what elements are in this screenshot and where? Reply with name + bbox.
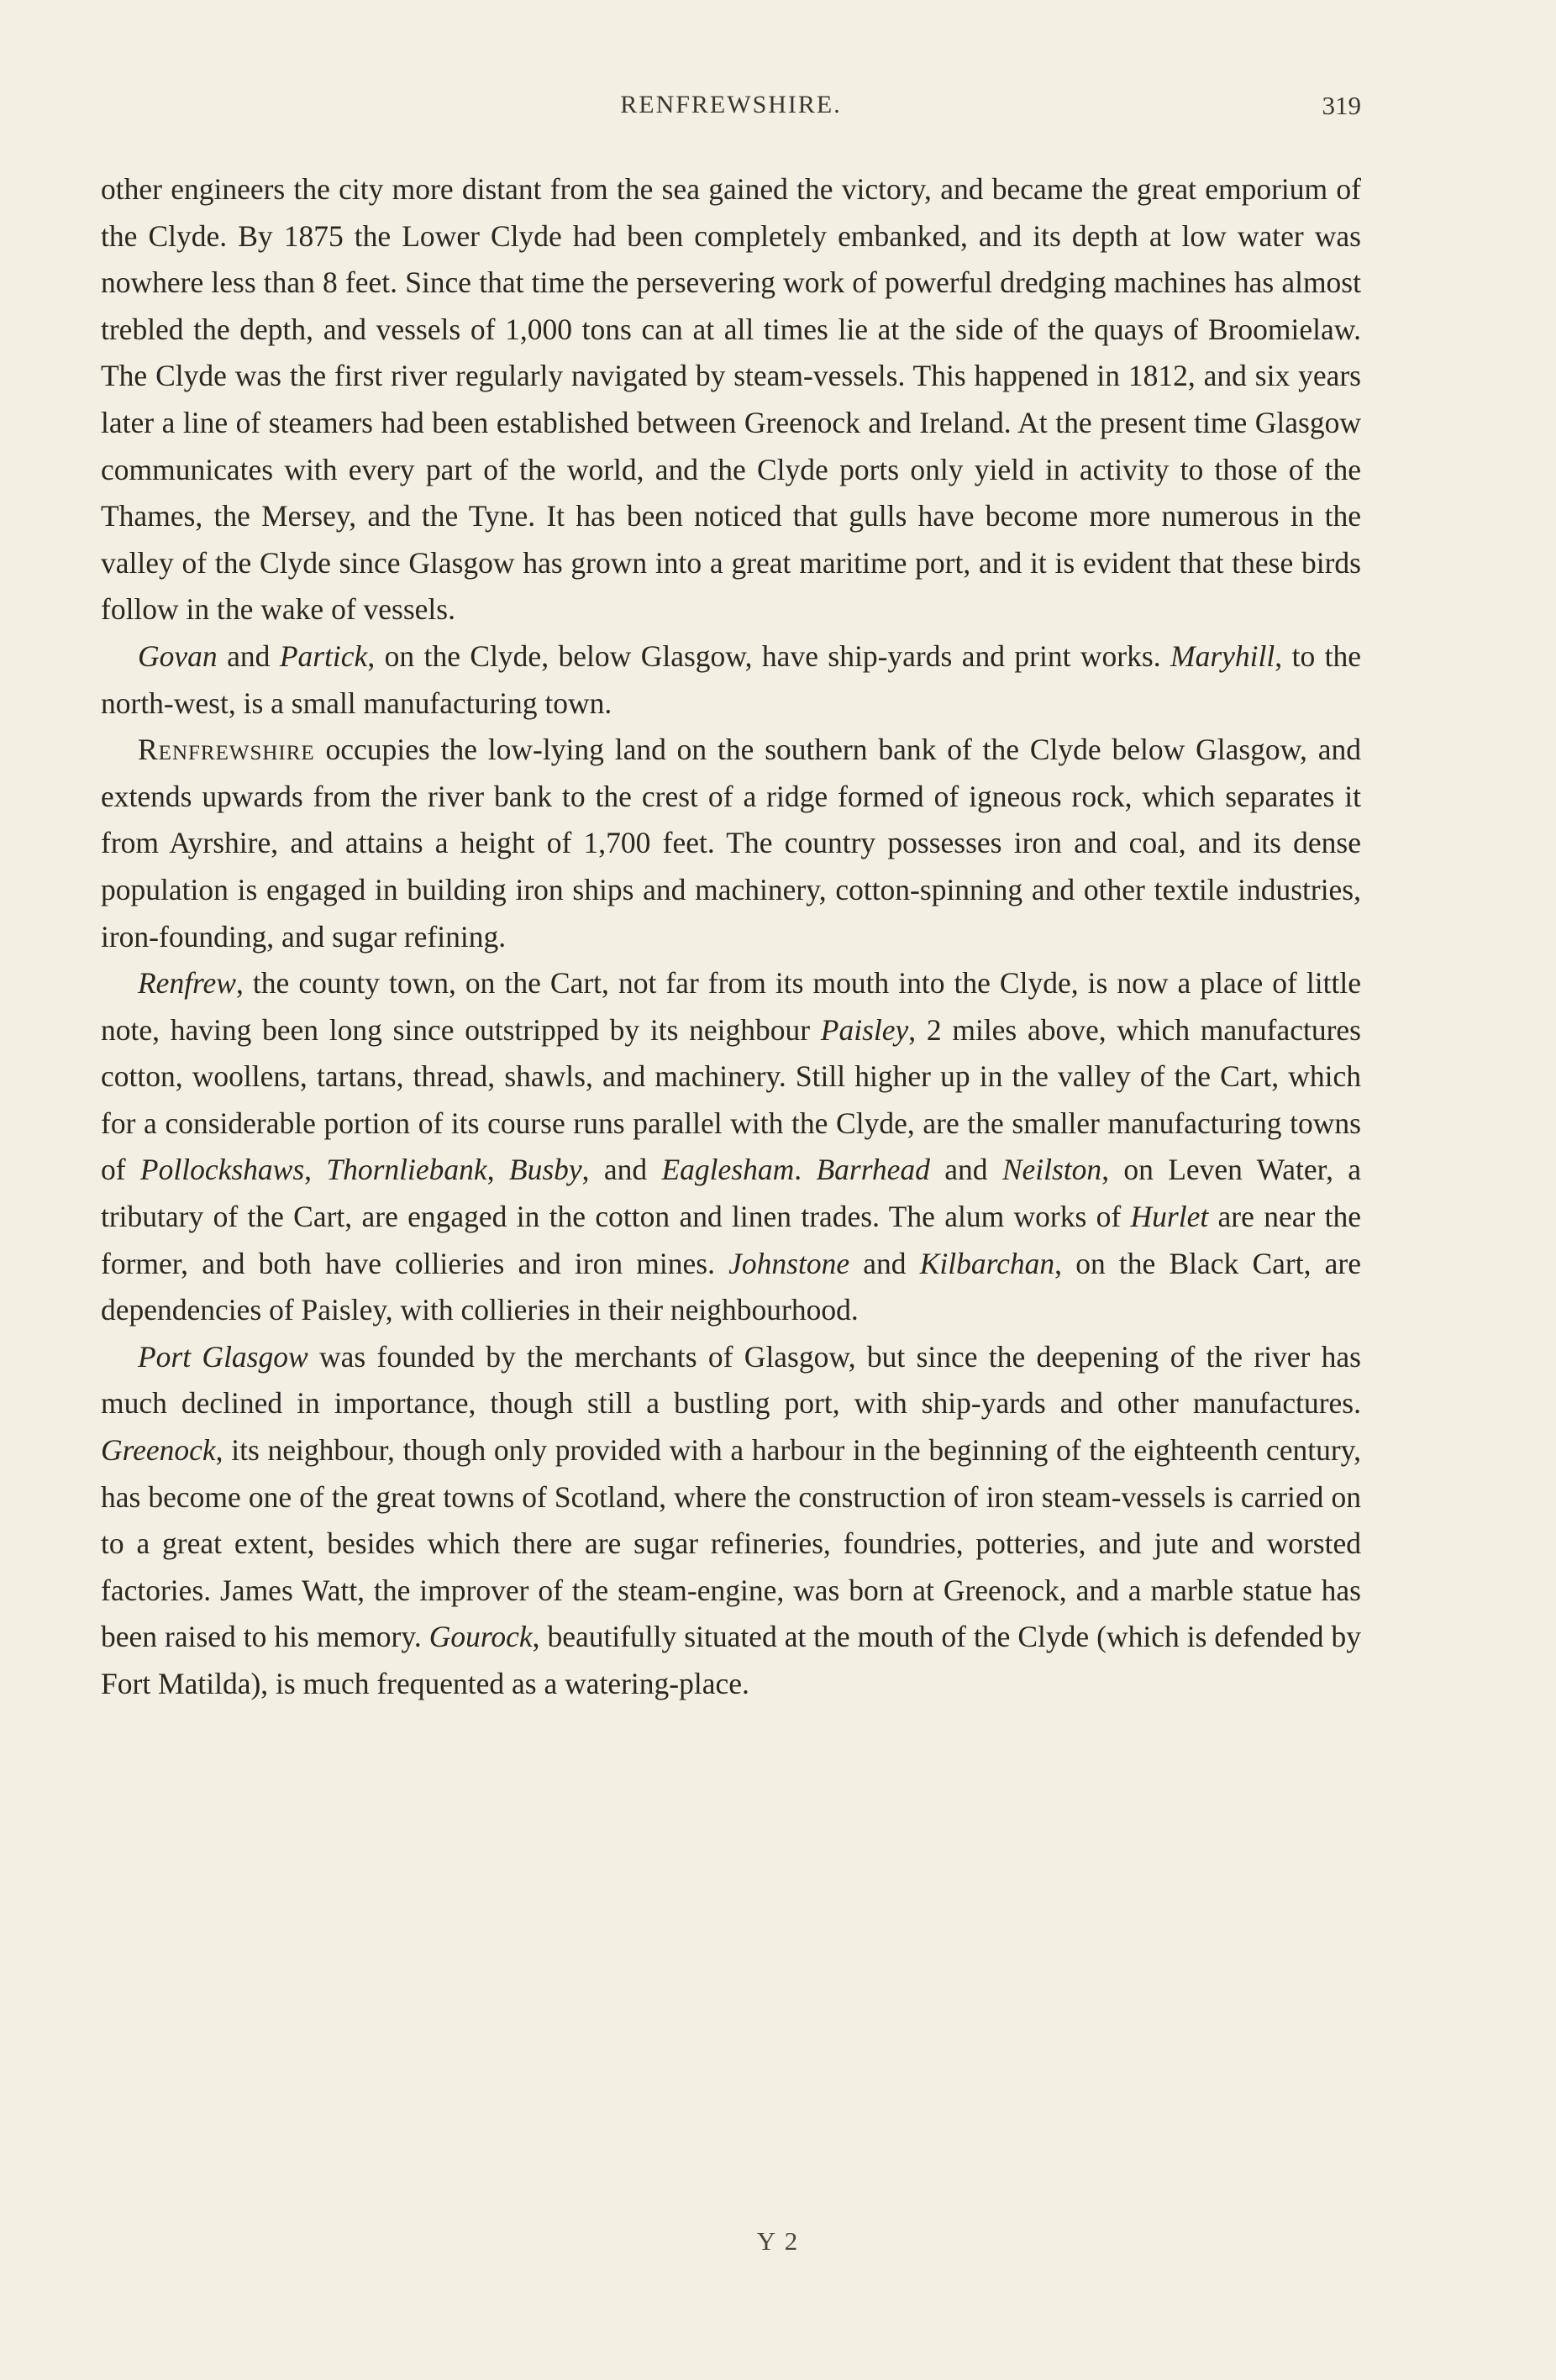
place-eaglesham: Eaglesham [661, 1153, 795, 1187]
place-busby: Busby [508, 1153, 582, 1187]
text-run: are near the former, and both have collieries and iron mines. [101, 1200, 1361, 1280]
text-run: , 2 miles above, which manufactures cotton, woollens, tartans, thread, shawls, and machinery. Still higher up in the valley of the Cart, which for a considerable portion of its course runs parallel with the Clyde, are the smaller manufacturing towns of [101, 1012, 1361, 1187]
place-hurlet: Hurlet [1130, 1200, 1209, 1234]
signature-mark: Y 2 [756, 2226, 800, 2256]
paragraph-2 [101, 633, 1361, 727]
text-run: and [217, 638, 280, 673]
place-paisley: Paisley [820, 1012, 909, 1047]
running-title: RENFREWSHIRE. [620, 91, 842, 118]
text-run: , the county town, on the Cart, not far from its mouth into the Clyde, is now a place of little note, having been long since outstripped by its neighbour [101, 966, 1361, 1047]
county-name: Renfrewshire [138, 733, 315, 767]
body-text [101, 166, 1361, 1708]
text-run: , [486, 1153, 509, 1187]
text-run: and [929, 1153, 1002, 1187]
place-govan: Govan [138, 638, 218, 673]
text-run: , and [581, 1153, 662, 1187]
paragraph-5 [101, 1334, 1361, 1708]
place-neilston: Neilston [1001, 1153, 1102, 1187]
place-renfrew: Renfrew [138, 966, 236, 1001]
place-gourock: Gourock [428, 1620, 533, 1654]
place-port-glasgow: Port Glasgow [138, 1339, 308, 1374]
text-run: occupies the low-lying land on the southern bank of the Clyde below Glasgow, and extends upwards from the river bank to the crest of a ridge formed of igneous rock, which separates it from Ayrshire, and attains a height of 1,700 feet. The country possesses iron and coal, and its dense population is engaged in building iron ships and machinery, cotton-spinning and other textile industries, iron-founding, and sugar refining. [101, 733, 1361, 954]
text-run: , on the Black Cart, are dependencies of Paisley, with collieries in their neighbourhood. [101, 1246, 1361, 1327]
place-thornliebank: Thornliebank [326, 1153, 487, 1187]
text-run: , its neighbour, though only provided with a harbour in the beginning of the eighteenth century, has become one of the great towns of Scotland, where the construction of iron steam-vessels is carried on to a great extent, besides which there are sugar refineries, foundries, potteries, and jute and worsted factories. James Watt, the improver of the steam-engine, was born at Greenock, and a marble statue has been raised to his memory. [101, 1433, 1361, 1654]
page-header [101, 91, 1361, 133]
place-barrhead: Barrhead [816, 1153, 930, 1187]
page-number: 319 [1322, 91, 1361, 120]
text-run: , beautifully situated at the mouth of the Clyde (which is defended by Fort Matilda), is much frequented as a watering-place. [101, 1620, 1361, 1700]
text-run: and [849, 1246, 920, 1280]
place-pollockshaws: Pollockshaws [139, 1153, 305, 1187]
text-run: was founded by the merchants of Glasgow, but since the deepening of the river has much declined in importance, though still a bustling port, with ship-yards and other manufactures. [101, 1339, 1361, 1421]
paragraph-3 [101, 727, 1361, 960]
text-run: , on the Clyde, below Glasgow, have ship-yards and print works. [367, 638, 1171, 673]
place-partick: Partick [279, 638, 368, 673]
paragraph-4 [101, 960, 1361, 1334]
place-kilbarchan: Kilbarchan [919, 1246, 1055, 1280]
place-johnstone: Johnstone [728, 1246, 850, 1280]
place-greenock: Greenock [101, 1433, 216, 1468]
place-maryhill: Maryhill [1170, 638, 1275, 673]
text-run: , [304, 1153, 327, 1187]
text-run: , on Leven Water, a tributary of the Cart, are engaged in the cotton and linen trades. The alum works of [101, 1153, 1362, 1234]
text-run: . [794, 1153, 817, 1187]
text-run: , to the north-west, is a small manufacturing town. [101, 638, 1362, 720]
paragraph-1: other engineers the city more distant from the sea gained the victory, and became the great emporium of the Clyde. By 1875 the Lower Clyde had been completely embanked, and its depth at low water was nowhere less than 8 feet. Since that time the persevering work of powerful dredging machines has almost trebled the depth, and vessels of 1,000 tons can at all times lie at the side of the quays of Broomielaw. The Clyde was the first river regularly navigated by steam-vessels. This happened in 1812, and six years later a line of steamers had been established between Greenock and Ireland. At the present time Glasgow communicates with every part of the world, and the Clyde ports only yield in activity to those of the Thames, the Mersey, and the Tyne. It has been noticed that gulls have become more numerous in the valley of the Clyde since Glasgow has grown into a great maritime port, and it is evident that these birds follow in the wake of vessels. [101, 172, 1361, 627]
